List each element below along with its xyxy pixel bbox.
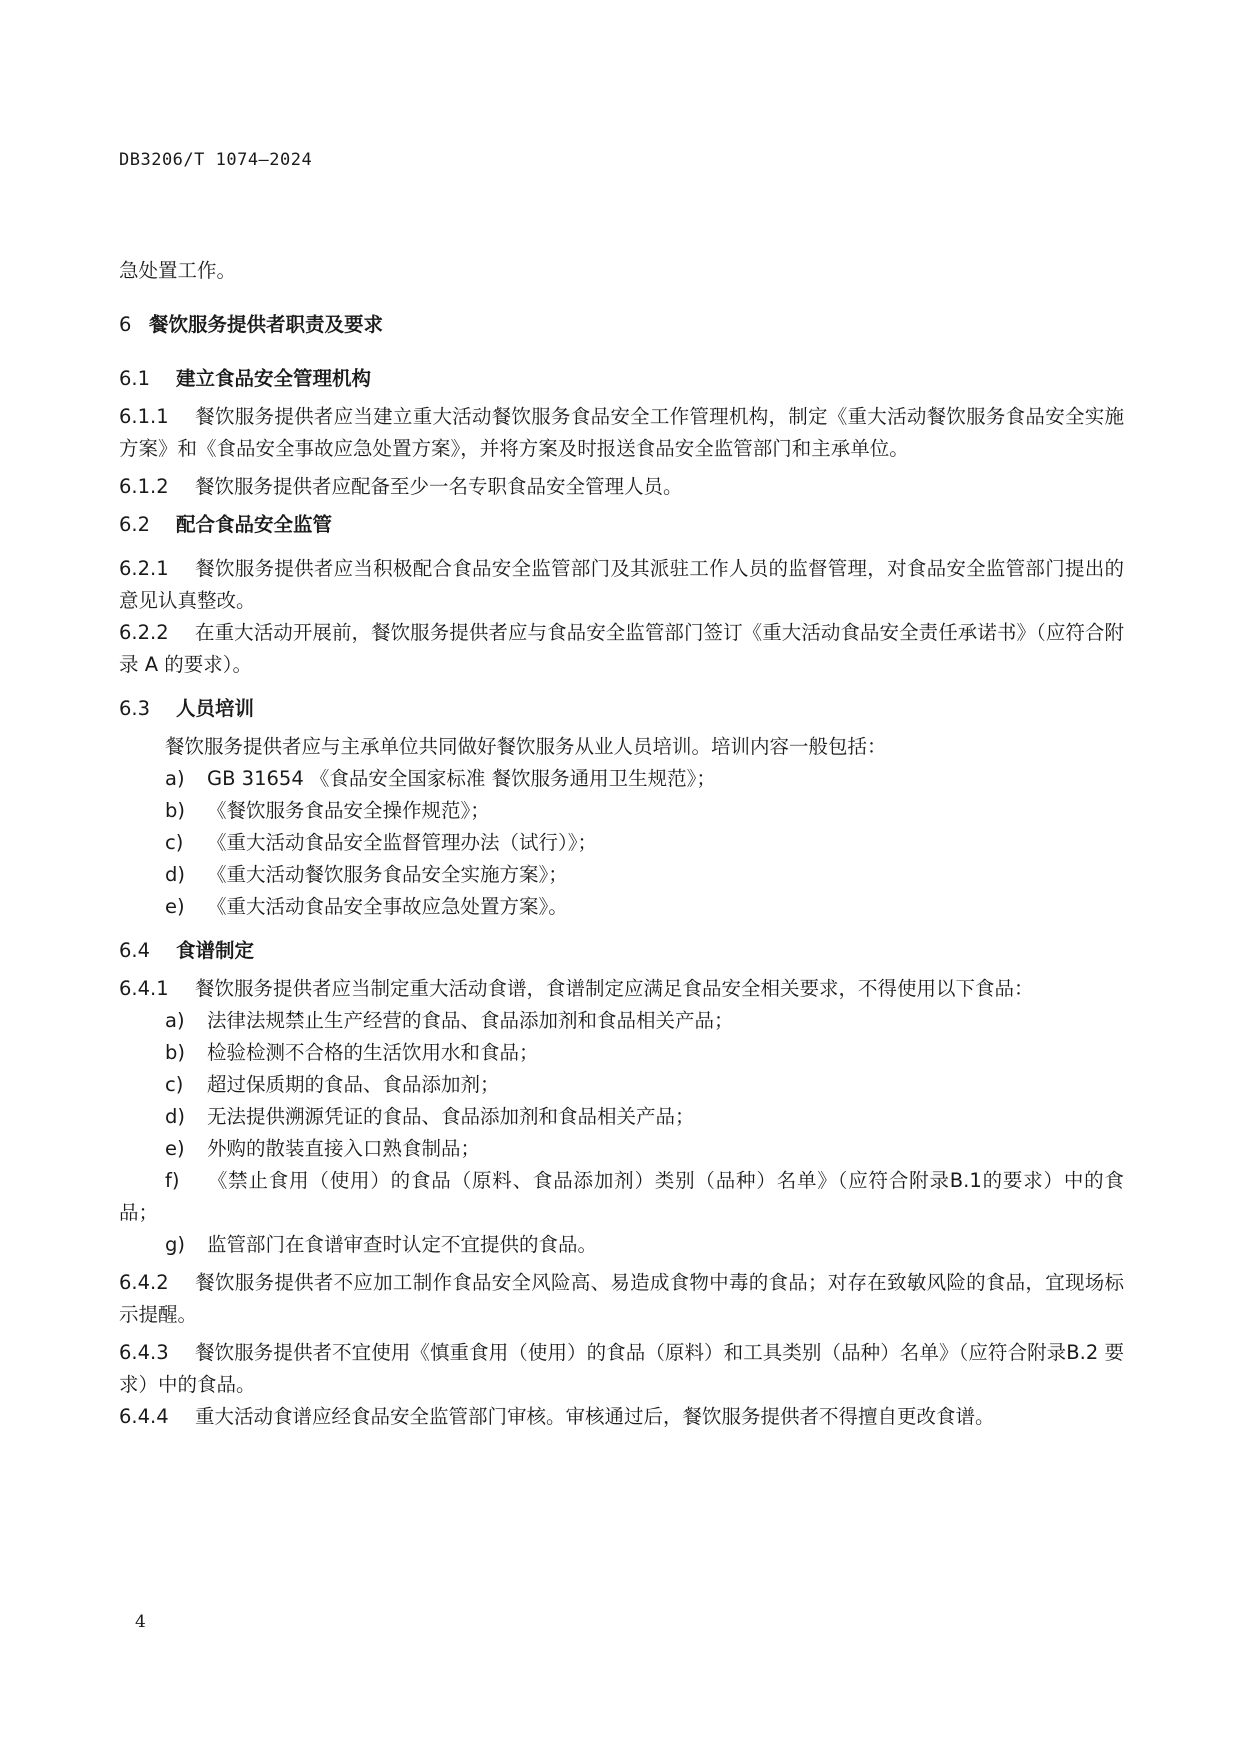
clause-number: 6.2.1 xyxy=(119,557,169,580)
list-label: g) xyxy=(165,1233,185,1256)
list-text: 《重大活动餐饮服务食品安全实施方案》； xyxy=(207,863,568,886)
clause-text: 餐饮服务提供者应当积极配合食品安全监管部门及其派驻工作人员的监督管理，对食品安全监管部门提出的意见认真整改。 xyxy=(119,557,1124,612)
page-content xyxy=(119,255,1124,1433)
section-title: 建立食品安全管理机构 xyxy=(176,367,372,390)
section-title: 人员培训 xyxy=(176,697,255,720)
list-label: d) xyxy=(165,863,185,886)
clause-text: 餐饮服务提供者不应加工制作食品安全风险高、易造成食物中毒的食品；对存在致敏风险的食品，宜现场标示提醒。 xyxy=(119,1271,1124,1326)
section-number: 6.2 xyxy=(119,513,151,536)
continuation-text: 急处置工作。 xyxy=(119,259,237,282)
section-title: 餐饮服务提供者职责及要求 xyxy=(149,313,384,336)
list-label: a) xyxy=(165,767,185,790)
section-title: 配合食品安全监管 xyxy=(176,513,333,536)
list-label: b) xyxy=(165,799,185,822)
list-label: f) xyxy=(165,1169,180,1192)
section-6-3-heading xyxy=(119,693,1124,725)
list-label: d) xyxy=(165,1105,185,1128)
clause-text: 在重大活动开展前，餐饮服务提供者应与食品安全监管部门签订《重大活动食品安全责任承诺书》（应符合附录 A 的要求）。 xyxy=(119,621,1124,676)
list-label: e) xyxy=(165,1137,185,1160)
section-6-heading xyxy=(119,309,1124,341)
list-label: a) xyxy=(165,1009,185,1032)
clause-number: 6.4.2 xyxy=(119,1271,169,1294)
list-text: 无法提供溯源凭证的食品、食品添加剂和食品相关产品； xyxy=(207,1105,695,1128)
clause-text: 餐饮服务提供者应当建立重大活动餐饮服务食品安全工作管理机构，制定《重大活动餐饮服务食品安全实施方案》和《食品安全事故应急处置方案》，并将方案及时报送食品安全监管部门和主承单位。 xyxy=(119,405,1124,460)
clause-number: 6.1.2 xyxy=(119,475,169,498)
clause-6-2-2 xyxy=(119,617,1124,681)
section-number: 6 xyxy=(119,313,132,336)
list-item xyxy=(119,1229,1124,1261)
list-text: GB 31654 《食品安全国家标准 餐饮服务通用卫生规范》； xyxy=(207,767,716,790)
list-item xyxy=(119,891,1124,923)
list-text: 《餐饮服务食品安全操作规范》； xyxy=(207,799,490,822)
clause-number: 6.2.2 xyxy=(119,621,169,644)
training-intro: 餐饮服务提供者应与主承单位共同做好餐饮服务从业人员培训。培训内容一般包括： xyxy=(165,735,887,758)
list-text: 超过保质期的食品、食品添加剂； xyxy=(207,1073,500,1096)
clause-number: 6.4.4 xyxy=(119,1405,169,1428)
section-number: 6.1 xyxy=(119,367,151,390)
list-text: 《重大活动食品安全事故应急处置方案》。 xyxy=(207,895,568,918)
list-item xyxy=(119,1005,1124,1037)
list-item xyxy=(119,827,1124,859)
document-code: DB3206/T 1074—2024 xyxy=(119,150,313,170)
clause-number: 6.4.3 xyxy=(119,1341,169,1364)
list-text: 《重大活动食品安全监督管理办法（试行）》； xyxy=(207,831,598,854)
clause-text: 餐饮服务提供者不宜使用《慎重食用（使用）的食品（原料）和工具类别（品种）名单》（应符合附录B.2 要求）中的食品。 xyxy=(119,1341,1124,1396)
section-number: 6.4 xyxy=(119,939,151,962)
list-text: 外购的散装直接入口熟食制品； xyxy=(207,1137,481,1160)
clause-6-4-2 xyxy=(119,1267,1124,1331)
clause-6-1-1 xyxy=(119,401,1124,465)
list-item xyxy=(119,859,1124,891)
clause-6-2-1 xyxy=(119,553,1124,617)
list-item xyxy=(119,763,1124,795)
list-text: 法律法规禁止生产经营的食品、食品添加剂和食品相关产品； xyxy=(207,1009,734,1032)
section-6-2-heading xyxy=(119,509,1124,541)
section-title: 食谱制定 xyxy=(176,939,255,962)
clause-number: 6.4.1 xyxy=(119,977,169,1000)
clause-6-4-3 xyxy=(119,1337,1124,1401)
clause-text: 重大活动食谱应经食品安全监管部门审核。审核通过后，餐饮服务提供者不得擅自更改食谱。 xyxy=(195,1405,995,1428)
page-number: 4 xyxy=(135,1612,146,1632)
list-label: c) xyxy=(165,831,184,854)
list-item xyxy=(119,1069,1124,1101)
clause-text: 餐饮服务提供者应当制定重大活动食谱，食谱制定应满足食品安全相关要求，不得使用以下食品： xyxy=(195,977,1034,1000)
list-item xyxy=(119,795,1124,827)
section-number: 6.3 xyxy=(119,697,151,720)
list-text: 检验检测不合格的生活饮用水和食品； xyxy=(207,1041,539,1064)
list-label: b) xyxy=(165,1041,185,1064)
list-text: 监管部门在食谱审查时认定不宜提供的食品。 xyxy=(207,1233,598,1256)
list-item xyxy=(119,1101,1124,1133)
clause-6-1-2 xyxy=(119,471,1124,503)
clause-text: 餐饮服务提供者应配备至少一名专职食品安全管理人员。 xyxy=(195,475,683,498)
list-item xyxy=(119,1133,1124,1165)
clause-6-4-4 xyxy=(119,1401,1124,1433)
list-item xyxy=(119,1165,1124,1229)
clause-6-4-1 xyxy=(119,973,1124,1005)
list-item xyxy=(119,1037,1124,1069)
list-text: 《禁止食用（使用）的食品（原料、食品添加剂）类别（品种）名单》（应符合附录B.1的要求）中的食品； xyxy=(119,1169,1124,1224)
section-6-1-heading xyxy=(119,363,1124,395)
list-label: e) xyxy=(165,895,185,918)
list-label: c) xyxy=(165,1073,184,1096)
clause-number: 6.1.1 xyxy=(119,405,169,428)
section-6-4-heading xyxy=(119,935,1124,967)
